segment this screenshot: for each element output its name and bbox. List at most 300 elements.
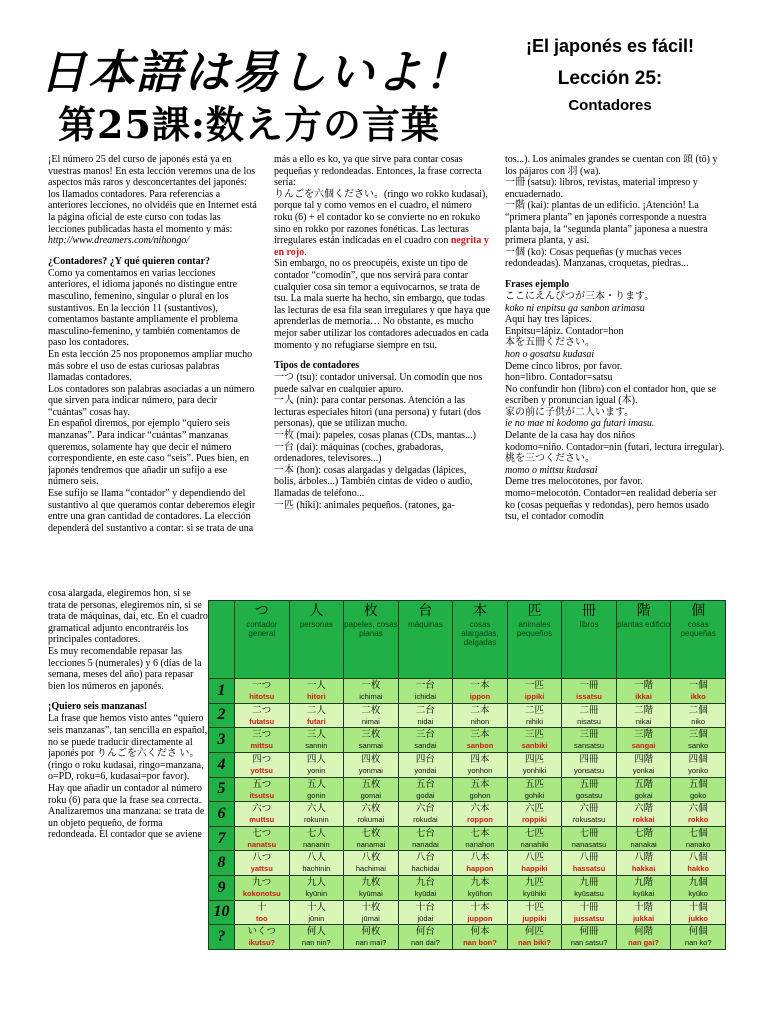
table-cell: [235, 900, 290, 925]
cell-reading: sanko: [688, 741, 709, 751]
cell-reading: nihon: [470, 716, 490, 726]
table-corner: [209, 601, 235, 679]
cell-reading: sangai: [631, 741, 656, 751]
cell-kanji: 五台: [415, 778, 435, 790]
cell-kanji: 六つ: [252, 803, 272, 815]
cell-kanji: 六匹: [525, 803, 545, 815]
cell-reading: yonin: [307, 765, 326, 775]
table-cell: [344, 752, 399, 777]
highlight-text: negrita y en rojo: [274, 235, 489, 258]
cell-kanji: 何人: [306, 926, 326, 938]
cell-kanji: 七台: [415, 827, 435, 839]
table-row: [209, 703, 726, 728]
table-cell: [344, 826, 399, 851]
section-heading: ¡Quiero seis manzanas!: [48, 701, 148, 713]
table-cell: [344, 900, 399, 925]
cell-reading: itsutsu: [249, 790, 275, 800]
table-cell: [671, 777, 726, 802]
table-cell: [344, 703, 399, 728]
row-number: ?: [209, 925, 235, 950]
counter-column-header: [235, 601, 290, 679]
table-cell: [616, 802, 671, 827]
course-url[interactable]: http://www.dreamers.com/nihongo/: [48, 235, 190, 247]
table-cell: [562, 826, 617, 851]
cell-reading: nanamai: [356, 839, 386, 849]
cell-kanji: 二階: [634, 704, 654, 716]
cell-reading: hachimai: [355, 864, 386, 874]
cell-reading: hassatsu: [572, 864, 606, 874]
cell-kanji: 五つ: [252, 778, 272, 790]
cell-reading: jūdai: [417, 913, 434, 923]
counter-label: máquinas: [408, 620, 443, 629]
paragraph: Como ya comentamos en varias lecciones anteriores, el idioma japonés no distingue entre masculino, femenino, singular o plural en los sustantivos. En la lección 11 (sustantivos), comentamos bastante ampliamente el problema masculino-femenino, y también comentamos de paso los contadores.: [48, 267, 240, 349]
cell-kanji: 八台: [415, 852, 435, 864]
table-cell: [453, 802, 508, 827]
example-note: hon=libro. Contador=satsu: [505, 372, 613, 384]
cell-kanji: 九本: [470, 877, 490, 888]
table-cell: [616, 752, 671, 777]
cell-reading: jukkai: [632, 913, 655, 923]
table-row: [209, 679, 726, 704]
table-cell: [453, 679, 508, 704]
example-note: kodomo=niño. Contador=nin (futari, lectura irregular).: [505, 441, 725, 453]
cell-kanji: 九個: [688, 877, 708, 888]
row-number: 7: [209, 826, 235, 851]
cell-reading: mittsu: [250, 741, 274, 751]
paragraph: Sin embargo, no os preocupéis, existe un tipo de contador “comodín”, que nos servirá para contar cualquier cosa sin temor a equivocarnos, se trata de tsu. La mala suerte ha hecho, sin embargo, que todas las lecturas de esa fila sean irregulares y que haya que aprenderlas de memoria… No obstante, es mucho mejor saber utilizar los contadores adecuados en cada momento y no refugiarse siempre en tsu.: [274, 258, 490, 351]
counter-column-header: [398, 601, 453, 679]
table-cell: [235, 752, 290, 777]
row-number: 6: [209, 802, 235, 827]
table-body: [209, 679, 726, 950]
counter-column-header: [562, 601, 617, 679]
column-1: [48, 154, 257, 588]
example-note: momo=melocotón. Contador=en realidad debería ser ko (cosas pequeñas y redondas), pero hemos usado tsu, el contador comodín: [505, 488, 717, 523]
cell-kanji: 十本: [470, 901, 490, 913]
example-note: No confundir hon (libro) con el contador hon, que se escriben y pronuncian igual (本).: [505, 383, 717, 407]
table-cell: [671, 728, 726, 753]
cell-kanji: 二枚: [361, 704, 381, 716]
cell-kanji: 十冊: [579, 901, 599, 913]
paragraph: En esta lección 25 nos proponemos ampliar mucho más sobre el uso de estas curiosas palabras llamadas contadores.: [48, 348, 253, 384]
table-cell: [507, 925, 562, 950]
title-spanish: ¡El japonés es fácil!: [525, 36, 695, 56]
cell-kanji: 九階: [634, 877, 654, 888]
cell-reading: muttsu: [249, 815, 275, 825]
cell-kanji: 三台: [415, 729, 435, 741]
cell-reading: gomai: [360, 790, 382, 800]
cell-reading: nisatsu: [577, 716, 601, 726]
table-cell: [671, 900, 726, 925]
table-cell: [453, 703, 508, 728]
cell-reading: ichimai: [359, 692, 383, 701]
cell-kanji: 三冊: [579, 729, 599, 741]
counter-column-header: [616, 601, 671, 679]
cell-reading: nan nin?: [301, 938, 331, 948]
cell-kanji: 十枚: [361, 901, 381, 913]
cell-kanji: 四人: [306, 753, 326, 765]
table-cell: [398, 900, 453, 925]
table-cell: [398, 876, 453, 901]
cell-reading: yonmai: [358, 765, 383, 775]
cell-kanji: 一枚: [361, 680, 381, 691]
cell-kanji: 何台: [415, 926, 435, 938]
counter-kanji: 階: [636, 603, 651, 619]
cell-reading: nan bon?: [463, 938, 497, 948]
table-cell: [289, 851, 344, 876]
cell-reading: ichidai: [414, 692, 437, 701]
cell-kanji: 三人: [306, 729, 326, 741]
cell-kanji: 六個: [688, 803, 708, 815]
table-row: [209, 826, 726, 851]
table-cell: [344, 925, 399, 950]
counter-entry: 一階 (kai): plantas de un edificio. ¡Atención! La “primera planta” en japonés corresponde a nuestra planta baja, la “segunda planta” japonesa a nuestra primera planta, y así.: [505, 200, 708, 247]
cell-reading: nanasatsu: [571, 839, 607, 849]
table-cell: [616, 679, 671, 704]
cell-kanji: 六本: [470, 803, 490, 815]
table-cell: [671, 679, 726, 704]
table-cell: [671, 703, 726, 728]
cell-kanji: 九人: [306, 877, 326, 888]
table-row: [209, 851, 726, 876]
cell-kanji: 九冊: [579, 877, 599, 888]
table-cell: [562, 728, 617, 753]
table-cell: [289, 925, 344, 950]
cell-reading: juppon: [467, 913, 493, 923]
table-cell: [398, 752, 453, 777]
table-cell: [398, 777, 453, 802]
cell-reading: rokunin: [304, 815, 329, 825]
cell-reading: goko: [690, 790, 707, 800]
cell-reading: yondai: [414, 765, 437, 775]
cell-reading: ippiki: [524, 692, 545, 701]
counter-column-header: [289, 601, 344, 679]
counter-entry: 一匹 (hiki): animales pequeños. (ratones, ga-: [274, 499, 455, 511]
cell-kanji: 四台: [415, 753, 435, 765]
cell-kanji: 二本: [470, 704, 490, 716]
counter-kanji: 人: [309, 603, 324, 619]
cell-reading: futari: [306, 716, 326, 726]
cell-reading: gokai: [634, 790, 653, 800]
cell-kanji: 七個: [688, 827, 708, 839]
example-romaji: koko ni enpitsu ga sanbon arimasu: [505, 302, 645, 314]
example-spanish: Deme tres melocotones, por favor.: [505, 476, 643, 488]
cell-kanji: 六枚: [361, 803, 381, 815]
table-cell: [289, 777, 344, 802]
example-japanese: ここにえんぴつが三本・ります。: [505, 290, 655, 302]
cell-reading: juppiki: [522, 913, 547, 923]
cell-reading: nanahiki: [520, 839, 549, 849]
row-number: 1: [209, 679, 235, 704]
cell-kanji: 八階: [634, 852, 654, 864]
counter-label: plantas edificio: [617, 620, 671, 629]
cell-kanji: 四階: [634, 753, 654, 765]
cell-kanji: 何枚: [361, 926, 381, 938]
counter-kanji: 枚: [363, 603, 378, 619]
table-cell: [507, 900, 562, 925]
table-cell: [671, 876, 726, 901]
counter-entry: 一台 (dai): máquinas (coches, grabadoras, ordenadores, televisores...): [274, 441, 444, 465]
cell-kanji: 六台: [415, 803, 435, 815]
table-cell: [562, 679, 617, 704]
counter-kanji: つ: [254, 603, 269, 619]
cell-kanji: 五階: [634, 778, 654, 790]
cell-kanji: 二個: [688, 704, 708, 716]
cell-kanji: 四本: [470, 753, 490, 765]
cell-reading: nidai: [417, 716, 434, 726]
counter-kanji: 台: [418, 603, 433, 619]
cell-reading: gonin: [307, 790, 326, 800]
table-cell: [616, 728, 671, 753]
example-spanish: Deme cinco libros, por favor.: [505, 360, 623, 372]
table-cell: [235, 777, 290, 802]
cell-kanji: 八冊: [579, 852, 599, 864]
cell-reading: kokonotsu: [242, 889, 281, 898]
cell-kanji: 七つ: [252, 827, 272, 839]
table-cell: [562, 802, 617, 827]
cell-reading: yonhiki: [522, 765, 547, 775]
cell-kanji: 四個: [688, 753, 708, 765]
cell-reading: yonhon: [467, 765, 493, 775]
counter-entry: 一冊 (satsu): libros, revistas, material impreso y encuadernado.: [505, 177, 698, 200]
cell-reading: godai: [416, 790, 435, 800]
cell-reading: happiki: [521, 864, 548, 874]
cell-reading: nan satsu?: [570, 938, 608, 948]
table-cell: [289, 679, 344, 704]
table-cell: [562, 900, 617, 925]
cell-reading: nan gai?: [628, 938, 660, 948]
table-header-row: [209, 601, 726, 679]
table-cell: [398, 703, 453, 728]
cell-reading: sanbiki: [521, 741, 548, 751]
cell-kanji: 三枚: [361, 729, 381, 741]
cell-reading: kyūnin: [305, 889, 328, 898]
counters-table: [208, 600, 726, 950]
section-heading: Tipos de contadores: [274, 360, 360, 372]
table-cell: [453, 876, 508, 901]
counter-label: personas: [299, 620, 333, 629]
table-cell: [398, 728, 453, 753]
cell-kanji: 九枚: [361, 877, 381, 888]
cell-kanji: 何冊: [579, 926, 599, 938]
cell-kanji: 何本: [470, 926, 490, 938]
cell-reading: ikkai: [635, 692, 652, 701]
cell-kanji: 五冊: [579, 778, 599, 790]
table-cell: [453, 925, 508, 950]
cell-kanji: 八本: [470, 852, 490, 864]
table-cell: [453, 851, 508, 876]
cell-reading: issatsu: [576, 692, 602, 701]
cell-reading: ippon: [469, 692, 491, 701]
cell-reading: rokumai: [357, 815, 385, 825]
cell-kanji: 何匹: [525, 926, 545, 938]
cell-kanji: 四枚: [361, 753, 381, 765]
table-cell: [453, 728, 508, 753]
column-3: [505, 154, 725, 592]
cell-kanji: 八つ: [252, 852, 272, 864]
cell-kanji: 七本: [470, 827, 490, 839]
cell-reading: yottsu: [250, 765, 274, 775]
table-cell: [507, 728, 562, 753]
cell-reading: hitori: [306, 692, 326, 701]
cell-reading: gohiki: [524, 790, 545, 800]
paragraph: Ese sufijo se llama “contador” y dependiendo del sustantivo al que queramos contar deberemos elegir entre una gran cantidad de contadores. La elección dependerá del sustantivo a contar: si se trata de una: [48, 488, 256, 534]
table-cell: [507, 851, 562, 876]
table-cell: [289, 826, 344, 851]
cell-reading: nanahon: [465, 839, 495, 849]
cell-kanji: 六階: [634, 803, 654, 815]
paragraph: Es muy recomendable repasar las lecciones 5 (numerales) y 6 (días de la semana, meses del año) para repasar bien los números en japonés.: [48, 645, 202, 692]
table-cell: [344, 777, 399, 802]
column-2: [274, 154, 490, 592]
cell-kanji: 一冊: [579, 680, 599, 691]
table-cell: [562, 777, 617, 802]
cell-reading: kyūkai: [632, 889, 655, 898]
table-cell: [453, 777, 508, 802]
counter-column-header: [671, 601, 726, 679]
cell-kanji: 何個: [688, 926, 708, 938]
counter-label: contador general: [246, 620, 278, 638]
table-cell: [507, 876, 562, 901]
cell-reading: yonsatsu: [574, 765, 605, 775]
cell-kanji: 八枚: [361, 852, 381, 864]
table-cell: [562, 752, 617, 777]
cell-reading: hachidai: [411, 864, 440, 874]
subtitle-japanese: 第25課:数え方の言葉: [58, 102, 440, 147]
table-cell: [398, 851, 453, 876]
cell-kanji: いくつ: [247, 926, 277, 938]
example-japanese: 本を五冊ください。: [505, 337, 595, 349]
cell-kanji: 十階: [634, 901, 654, 913]
cell-kanji: 七階: [634, 827, 654, 839]
counter-label: cosas alargadas, delgadas: [461, 620, 499, 647]
cell-reading: sannin: [305, 741, 328, 751]
counter-entry: 一枚 (mai): papeles, cosas planas (CDs, mantas...): [274, 430, 476, 442]
cell-reading: roppon: [467, 815, 493, 825]
table-cell: [616, 703, 671, 728]
table-cell: [235, 728, 290, 753]
table-cell: [398, 802, 453, 827]
cell-kanji: 九匹: [525, 877, 545, 888]
cell-reading: hitotsu: [249, 692, 275, 701]
cell-kanji: 二人: [306, 704, 326, 716]
table-cell: [616, 851, 671, 876]
table-cell: [671, 752, 726, 777]
paragraph: cosa alargada, elegiremos hon, si se trata de personas, elegiremos nin, si se trata de máquinas, dai, etc. En el cuadro gramatical adjunto encontraréis los principales contadores.: [48, 588, 208, 646]
table-cell: [289, 703, 344, 728]
table-row: [209, 876, 726, 901]
table-cell: [289, 876, 344, 901]
cell-kanji: 一個: [688, 680, 708, 691]
intro-paragraph: ¡El número 25 del curso de japonés está ya en vuestras manos! En esta lección veremos una de los aspectos más raros y desconcertantes del japonés: los llamados contadores. Para referencias a anteriores lecciones, no olvidéis que en Internet está la página oficial de este curso con todas las lecciones publicadas hasta el momento y más:: [48, 154, 257, 235]
cell-reading: kyūsatsu: [574, 889, 604, 898]
table-cell: [289, 752, 344, 777]
cell-reading: niko: [691, 716, 706, 726]
cell-reading: sanmai: [358, 741, 383, 751]
lesson-number: Lección 25:: [557, 68, 663, 89]
cell-reading: nanako: [685, 839, 711, 849]
table-cell: [507, 826, 562, 851]
cell-kanji: 二冊: [579, 704, 599, 716]
cell-reading: yonkai: [632, 765, 655, 775]
cell-kanji: 五個: [688, 778, 708, 790]
table-cell: [671, 851, 726, 876]
cell-reading: nan mai?: [355, 938, 387, 948]
cell-reading: kyūhiki: [523, 889, 546, 898]
cell-reading: jūnin: [308, 913, 325, 923]
table-cell: [344, 728, 399, 753]
cell-kanji: 五本: [470, 778, 490, 790]
cell-reading: nikai: [635, 716, 652, 726]
cell-kanji: 五枚: [361, 778, 381, 790]
cell-kanji: 一人: [306, 680, 326, 691]
paragraph-text: りんごを六個ください。(ringo wo rokko kudasai), porque tal y como vemos en el cuadro, el número roku (6) + el contador ko se convierte no en rokuko sino en rokko por razones fonéticas. Las lecturas irregulares están indicadas en el cuadro con: [274, 188, 488, 247]
table-cell: [507, 777, 562, 802]
cell-kanji: 一つ: [252, 680, 272, 691]
cell-kanji: 十: [257, 901, 267, 913]
table-cell: [289, 900, 344, 925]
cell-reading: jussatsu: [573, 913, 605, 923]
example-japanese: 家の前に子供が二人います。: [505, 406, 635, 418]
table-cell: [344, 876, 399, 901]
example-spanish: Aquí hay tres lápices.: [505, 314, 592, 326]
table-cell: [398, 826, 453, 851]
table-cell: [616, 777, 671, 802]
cell-kanji: 七匹: [525, 827, 545, 839]
cell-reading: kyūhon: [467, 889, 493, 898]
cell-kanji: 九台: [415, 877, 435, 888]
column-1-lower: [48, 588, 208, 950]
counter-column-header: [507, 601, 562, 679]
table-row: [209, 925, 726, 950]
table-cell: [616, 876, 671, 901]
cell-kanji: 十人: [306, 901, 326, 913]
example-japanese: 桃を三つください。: [505, 453, 595, 465]
row-number: 4: [209, 752, 235, 777]
cell-reading: gohon: [469, 790, 491, 800]
cell-kanji: 三つ: [252, 729, 272, 741]
cell-reading: hakkai: [631, 864, 656, 874]
row-number: 8: [209, 851, 235, 876]
counter-label: animales pequeños: [516, 620, 553, 638]
cell-kanji: 五人: [306, 778, 326, 790]
table-cell: [507, 752, 562, 777]
cell-kanji: 八人: [306, 852, 326, 864]
table-cell: [616, 925, 671, 950]
table-cell: [453, 752, 508, 777]
table-cell: [235, 826, 290, 851]
row-number: 10: [209, 900, 235, 925]
table-cell: [616, 900, 671, 925]
cell-reading: nanatsu: [247, 839, 277, 849]
table-cell: [562, 925, 617, 950]
cell-reading: hakko: [687, 864, 710, 874]
cell-kanji: 二匹: [525, 704, 545, 716]
cell-kanji: 何階: [634, 926, 654, 938]
table-cell: [453, 826, 508, 851]
cell-kanji: 七人: [306, 827, 326, 839]
cell-kanji: 三本: [470, 729, 490, 741]
counter-entry: 一個 (ko): Cosas pequeñas (y muchas veces redondeadas). Manzanas, croquetas, piedras...: [505, 246, 689, 270]
cell-reading: rokkai: [632, 815, 655, 825]
example-note: Enpitsu=lápiz. Contador=hon: [505, 325, 624, 337]
table-cell: [562, 703, 617, 728]
cell-reading: rokudai: [413, 815, 438, 825]
cell-kanji: 三階: [634, 729, 654, 741]
cell-reading: kyūdai: [414, 889, 437, 898]
counter-label: libros: [579, 620, 599, 629]
cell-reading: nanakai: [630, 839, 657, 849]
